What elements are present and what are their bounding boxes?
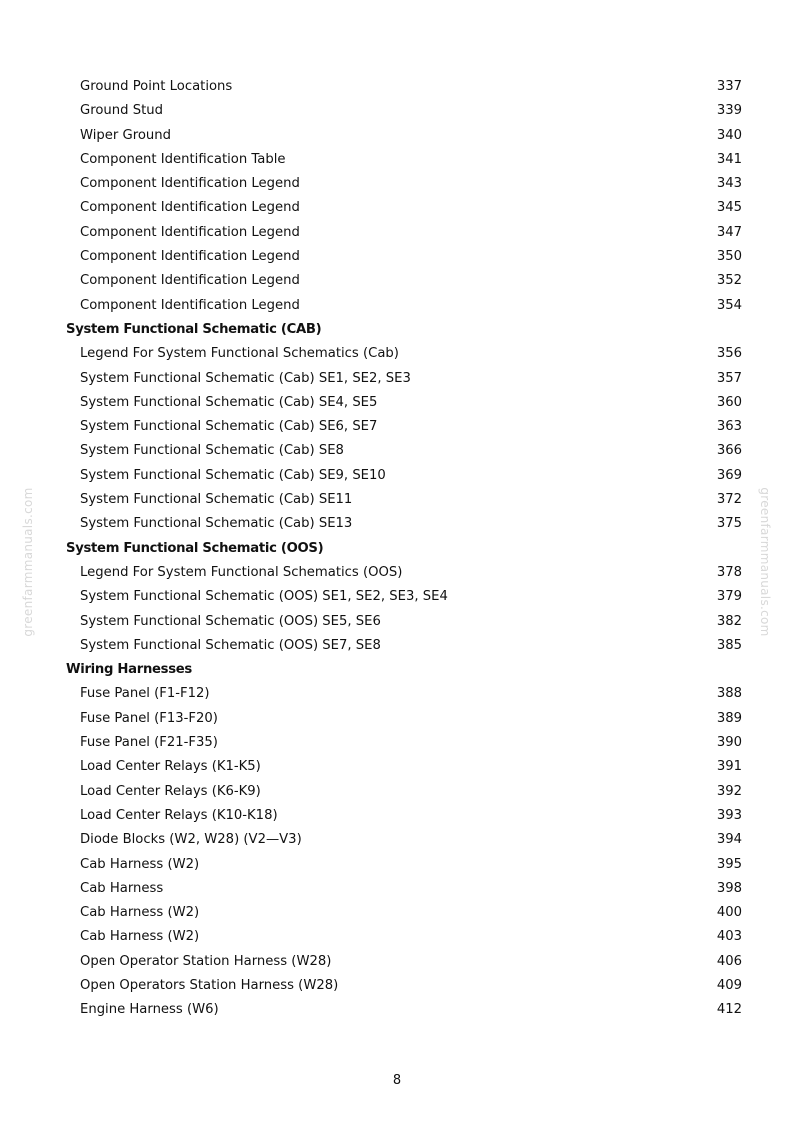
entry-page-number: 392 xyxy=(716,783,742,799)
entry-title: Cab Harness (W2) xyxy=(80,905,200,921)
toc-entry[interactable] xyxy=(0,196,794,220)
entry-page-number: 403 xyxy=(716,929,742,945)
entry-title: Open Operators Station Harness (W28) xyxy=(80,977,339,993)
entry-page-number: 337 xyxy=(716,79,742,94)
entry-page-number: 390 xyxy=(716,735,742,751)
toc-entry[interactable] xyxy=(0,245,794,269)
toc-entry[interactable] xyxy=(0,755,794,779)
entry-page-number: 393 xyxy=(716,807,742,823)
entry-page-number: 398 xyxy=(716,880,742,896)
table-of-contents xyxy=(0,75,794,1023)
entry-title: Open Operator Station Harness (W28) xyxy=(80,953,332,969)
watermark-left: greenfarmmanuals.com xyxy=(21,487,35,637)
entry-page-number: 354 xyxy=(716,297,742,313)
entry-title: Load Center Relays (K1-K5) xyxy=(80,759,261,775)
entry-title: Component Identification Legend xyxy=(80,200,300,216)
entry-title: Legend For System Functional Schematics (Cab) xyxy=(80,346,399,362)
entry-page-number: 366 xyxy=(716,443,742,459)
toc-entry[interactable] xyxy=(0,561,794,585)
toc-entry[interactable] xyxy=(0,415,794,439)
entry-title: Load Center Relays (K6-K9) xyxy=(80,783,261,799)
entry-title: Component Identification Table xyxy=(80,151,286,167)
toc-entry[interactable] xyxy=(0,99,794,123)
toc-entry[interactable] xyxy=(0,731,794,755)
toc-entry[interactable] xyxy=(0,172,794,196)
toc-entry[interactable] xyxy=(0,367,794,391)
entry-page-number: 379 xyxy=(716,589,742,605)
entry-title: Fuse Panel (F21-F35) xyxy=(80,735,218,751)
entry-page-number: 395 xyxy=(716,856,742,872)
toc-section-heading xyxy=(0,318,794,342)
toc-entry[interactable] xyxy=(0,610,794,634)
entry-page-number: 345 xyxy=(716,200,742,216)
entry-page-number: 352 xyxy=(716,273,742,289)
toc-entry[interactable] xyxy=(0,634,794,658)
toc-entry[interactable] xyxy=(0,221,794,245)
entry-title: System Functional Schematic (OOS) SE5, SE6 xyxy=(80,613,381,629)
entry-page-number: 357 xyxy=(716,370,742,386)
toc-entry[interactable] xyxy=(0,877,794,901)
toc-entry[interactable] xyxy=(0,75,794,99)
entry-page-number: 378 xyxy=(716,564,742,580)
entry-title: Component Identification Legend xyxy=(80,176,300,192)
toc-entry[interactable] xyxy=(0,269,794,293)
entry-title: Ground Stud xyxy=(80,103,163,119)
toc-section-heading xyxy=(0,658,794,682)
entry-page-number: 400 xyxy=(716,905,742,921)
toc-entry[interactable] xyxy=(0,901,794,925)
entry-title: Component Identification Legend xyxy=(80,273,300,289)
entry-title: Fuse Panel (F1-F12) xyxy=(80,686,210,702)
entry-title: System Functional Schematic (Cab) SE1, SE2, SE3 xyxy=(80,370,411,386)
toc-entry[interactable] xyxy=(0,342,794,366)
toc-entry[interactable] xyxy=(0,998,794,1022)
toc-entry[interactable] xyxy=(0,974,794,998)
entry-title: System Functional Schematic (Cab) SE6, SE7 xyxy=(80,419,378,435)
entry-page-number: 341 xyxy=(716,151,742,167)
section-title: Wiring Harnesses xyxy=(66,662,192,678)
entry-title: Fuse Panel (F13-F20) xyxy=(80,710,218,726)
entry-title: System Functional Schematic (Cab) SE11 xyxy=(80,492,353,508)
toc-entry[interactable] xyxy=(0,804,794,828)
toc-entry[interactable] xyxy=(0,124,794,148)
entry-title: Ground Point Locations xyxy=(80,79,233,94)
toc-entry[interactable] xyxy=(0,391,794,415)
entry-title: Component Identification Legend xyxy=(80,224,300,240)
entry-title: System Functional Schematic (OOS) SE7, SE8 xyxy=(80,637,381,653)
toc-entry[interactable] xyxy=(0,464,794,488)
entry-page-number: 389 xyxy=(716,710,742,726)
entry-page-number: 347 xyxy=(716,224,742,240)
entry-page-number: 388 xyxy=(716,686,742,702)
toc-entry[interactable] xyxy=(0,682,794,706)
entry-title: System Functional Schematic (Cab) SE4, SE5 xyxy=(80,394,378,410)
toc-entry[interactable] xyxy=(0,780,794,804)
entry-title: Component Identification Legend xyxy=(80,249,300,265)
toc-entry[interactable] xyxy=(0,950,794,974)
entry-page-number: 372 xyxy=(716,492,742,508)
entry-title: System Functional Schematic (Cab) SE13 xyxy=(80,516,353,532)
entry-page-number: 412 xyxy=(716,1002,742,1018)
entry-page-number: 356 xyxy=(716,346,742,362)
entry-page-number: 382 xyxy=(716,613,742,629)
entry-page-number: 406 xyxy=(716,953,742,969)
toc-entry[interactable] xyxy=(0,707,794,731)
entry-page-number: 363 xyxy=(716,419,742,435)
entry-title: Component Identification Legend xyxy=(80,297,300,313)
entry-page-number: 391 xyxy=(716,759,742,775)
toc-entry[interactable] xyxy=(0,853,794,877)
toc-entry[interactable] xyxy=(0,488,794,512)
entry-page-number: 369 xyxy=(716,467,742,483)
entry-title: Load Center Relays (K10-K18) xyxy=(80,807,278,823)
entry-page-number: 375 xyxy=(716,516,742,532)
entry-page-number: 350 xyxy=(716,249,742,265)
section-title: System Functional Schematic (CAB) xyxy=(66,321,322,337)
entry-title: System Functional Schematic (Cab) SE9, SE10 xyxy=(80,467,386,483)
entry-title: Cab Harness (W2) xyxy=(80,856,200,872)
toc-entry[interactable] xyxy=(0,294,794,318)
entry-title: Legend For System Functional Schematics (OOS) xyxy=(80,564,403,580)
entry-page-number: 343 xyxy=(716,176,742,192)
watermark-right: greenfarmmanuals.com xyxy=(758,487,772,637)
toc-section-heading xyxy=(0,537,794,561)
entry-title: Diode Blocks (W2, W28) (V2—V3) xyxy=(80,832,302,848)
toc-entry[interactable] xyxy=(0,828,794,852)
entry-page-number: 409 xyxy=(716,977,742,993)
entry-title: System Functional Schematic (OOS) SE1, SE2, SE3, SE4 xyxy=(80,589,448,605)
toc-entry[interactable] xyxy=(0,439,794,463)
entry-page-number: 394 xyxy=(716,832,742,848)
toc-entry[interactable] xyxy=(0,512,794,536)
entry-title: Wiper Ground xyxy=(80,127,172,143)
entry-page-number: 385 xyxy=(716,637,742,653)
section-title: System Functional Schematic (OOS) xyxy=(66,540,324,556)
entry-page-number: 340 xyxy=(716,127,742,143)
entry-page-number: 339 xyxy=(716,103,742,119)
entry-page-number: 360 xyxy=(716,394,742,410)
page-number: 8 xyxy=(392,1073,402,1088)
toc-entry[interactable] xyxy=(0,925,794,949)
toc-entry[interactable] xyxy=(0,148,794,172)
entry-title: Cab Harness xyxy=(80,880,164,896)
entry-title: Engine Harness (W6) xyxy=(80,1002,219,1018)
entry-title: System Functional Schematic (Cab) SE8 xyxy=(80,443,344,459)
toc-entry[interactable] xyxy=(0,585,794,609)
entry-title: Cab Harness (W2) xyxy=(80,929,200,945)
